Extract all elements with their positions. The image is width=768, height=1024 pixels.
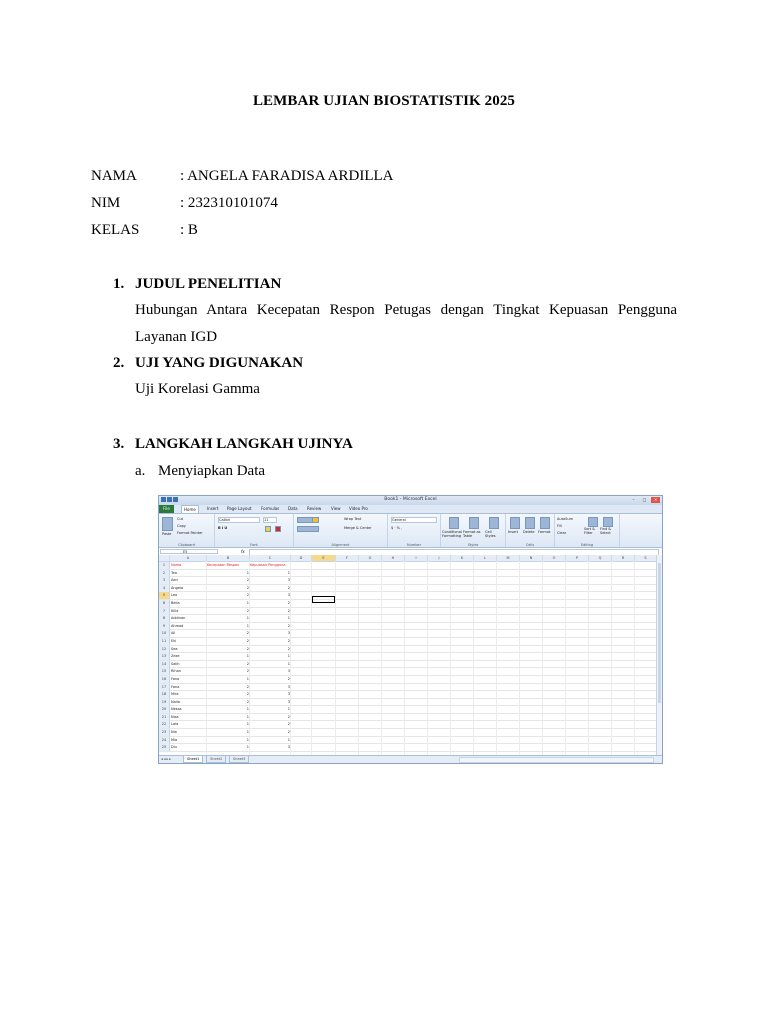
cell-nama: Lala — [171, 722, 179, 727]
table-row — [159, 699, 662, 707]
cell-kepuasan: 1 — [287, 707, 290, 712]
column-header-f: F — [336, 555, 359, 561]
row-number: 22 — [159, 721, 170, 728]
sheet-nav-icon: ◂◂▸▸ — [161, 757, 173, 761]
cell-nama: Nia — [171, 730, 177, 735]
cell-styles-label: Cell Styles — [485, 530, 496, 538]
column-header-i: I — [405, 555, 428, 561]
cell-kecepatan: 1 — [246, 570, 249, 575]
sheet-tab-1: Sheet1 — [183, 756, 203, 763]
group-label: Cells — [525, 543, 535, 547]
copy-label: Copy — [177, 524, 186, 528]
group-cells — [506, 514, 555, 547]
fx-icon: fx — [241, 549, 245, 554]
section-title: UJI YANG DIGUNAKAN — [135, 355, 304, 371]
row-number: 20 — [159, 706, 170, 713]
format-painter-label: Format Painter — [177, 531, 203, 535]
cell-nama: Tea — [171, 570, 177, 575]
horizontal-scrollbar — [459, 757, 654, 763]
font-size-box: 11 — [263, 517, 277, 523]
cell-kepuasan: 3 — [287, 631, 290, 636]
ribbon-tabs — [159, 505, 662, 514]
bold-icon: B I U — [218, 526, 228, 530]
column-header-n: N — [520, 555, 543, 561]
row-number: 12 — [159, 646, 170, 653]
group-alignment — [294, 514, 388, 547]
cell-nama: Rihan — [171, 669, 181, 674]
table-row — [159, 562, 662, 570]
merge-center-label: Merge & Center — [344, 526, 372, 530]
section-number: 3. — [113, 436, 125, 452]
section-2-heading — [113, 355, 303, 372]
cell-nama: Zeze — [171, 654, 180, 659]
format-label: Format — [538, 530, 551, 534]
tab-insert: Insert — [207, 506, 219, 511]
identity-row-nim — [91, 195, 278, 212]
delete-icon — [525, 517, 535, 529]
cell-kecepatan: 2 — [246, 646, 249, 651]
clear-label: Clear — [557, 531, 567, 535]
tab-review: Review — [307, 506, 322, 511]
sheet-tab-3: Sheet3 — [229, 756, 249, 763]
cell-kecepatan: 2 — [246, 661, 249, 666]
step-a — [135, 463, 265, 480]
section-title: JUDUL PENELITIAN — [135, 276, 282, 292]
group-label: Styles — [467, 543, 479, 547]
row-number: 25 — [159, 744, 170, 751]
column-header-s: S — [635, 555, 657, 561]
maximize-icon: □ — [642, 497, 647, 502]
row-number: 23 — [159, 729, 170, 736]
row-number: 18 — [159, 691, 170, 698]
step-number: a. — [135, 463, 146, 479]
cell-nama: Killa — [171, 608, 179, 613]
group-editing — [555, 514, 620, 547]
cell-kepuasan: 3 — [287, 699, 290, 704]
cell-kecepatan: 1 — [246, 707, 249, 712]
table-row — [159, 737, 662, 745]
excel-screenshot — [158, 495, 663, 764]
identity-row-kelas — [91, 222, 198, 239]
row-number: 2 — [159, 570, 170, 577]
cell-kecepatan: 2 — [246, 593, 249, 598]
column-header-g: G — [359, 555, 382, 561]
sheet-tab-2: Sheet2 — [206, 756, 226, 763]
paste-icon — [162, 517, 173, 531]
cell-kepuasan: 1 — [287, 737, 290, 742]
cell-kecepatan: 1 — [246, 722, 249, 727]
tab-file: File — [159, 505, 174, 513]
table-row — [159, 721, 662, 729]
cell-nama: Nisa — [171, 714, 179, 719]
cell-nama: Sea — [171, 646, 178, 651]
row-number: 15 — [159, 668, 170, 675]
column-header-m: M — [497, 555, 520, 561]
cell-kecepatan: 1 — [246, 714, 249, 719]
table-row — [159, 706, 662, 714]
delete-label: Delete — [523, 530, 535, 534]
header-cell-kecepatan: Kecepatan Respon — [207, 563, 240, 567]
sort-filter-label: Sort & Filter — [584, 527, 596, 535]
cell-kecepatan: 1 — [246, 676, 249, 681]
column-header-l: L — [474, 555, 497, 561]
minimize-icon: – — [632, 497, 635, 502]
table-row — [159, 729, 662, 737]
tab-video-pro: Video Pro — [349, 506, 368, 511]
cell-kepuasan: 3 — [287, 692, 290, 697]
font-name-box: Calibri — [218, 517, 260, 523]
tab-home: Home — [181, 505, 199, 513]
row-number: 6 — [159, 600, 170, 607]
align-middle-icon — [312, 517, 319, 523]
row-number: 16 — [159, 676, 170, 683]
identity-value: : 232310101074 — [180, 195, 278, 211]
number-format-box: General — [391, 517, 437, 523]
group-styles — [441, 514, 506, 547]
cell-kepuasan: 2 — [287, 600, 290, 605]
cell-kecepatan: 1 — [246, 600, 249, 605]
cell-kepuasan: 2 — [287, 608, 290, 613]
table-row — [159, 691, 662, 699]
cell-kepuasan: 2 — [287, 714, 290, 719]
column-header-c: C — [250, 555, 291, 561]
cell-kecepatan: 1 — [246, 730, 249, 735]
cell-kecepatan: 2 — [246, 699, 249, 704]
table-row — [159, 585, 662, 593]
section-number: 2. — [113, 355, 125, 371]
cell-nama: Diu — [171, 745, 177, 750]
cell-nama: Bella — [171, 600, 180, 605]
cell-kepuasan: 2 — [287, 585, 290, 590]
excel-title-bar — [159, 496, 662, 505]
cell-nama: Naila — [171, 699, 180, 704]
section-3-heading — [113, 436, 353, 453]
row-number: 17 — [159, 684, 170, 691]
wrap-text-label: Wrap Text — [344, 517, 362, 521]
cell-kecepatan: 2 — [246, 608, 249, 613]
find-select-icon — [603, 517, 613, 527]
active-cell — [312, 596, 335, 603]
group-clipboard — [159, 514, 215, 547]
select-all-corner — [159, 555, 170, 561]
cell-kecepatan: 2 — [246, 684, 249, 689]
conditional-formatting-label: Conditional Formatting — [442, 530, 462, 538]
identity-label: KELAS — [91, 222, 140, 238]
cell-kepuasan: 2 — [287, 623, 290, 628]
cell-nama: Mia — [171, 737, 178, 742]
row-number: 11 — [159, 638, 170, 645]
cell-kepuasan: 2 — [287, 730, 290, 735]
currency-icon: $ · % , — [391, 526, 403, 530]
column-header-k: K — [451, 555, 474, 561]
cell-kecepatan: 2 — [246, 585, 249, 590]
cell-kepuasan: 3 — [287, 578, 290, 583]
table-row — [159, 676, 662, 684]
section-2-body: Uji Korelasi Gamma — [135, 381, 260, 397]
cell-kepuasan: 3 — [287, 684, 290, 689]
row-number: 4 — [159, 585, 170, 592]
scrollbar-thumb — [658, 563, 661, 703]
fill-color-icon — [265, 526, 271, 532]
identity-value: : B — [180, 222, 198, 238]
format-table-label: Format as Table — [463, 530, 481, 538]
tab-view: View — [331, 506, 341, 511]
table-row — [159, 570, 662, 578]
data-rows — [159, 570, 662, 752]
header-cell-nama: Nama — [171, 563, 182, 567]
cell-kecepatan: 1 — [246, 616, 249, 621]
cell-kepuasan: 1 — [287, 654, 290, 659]
cell-kecepatan: 1 — [246, 745, 249, 750]
cell-nama: Fano — [171, 676, 180, 681]
cell-styles-icon — [489, 517, 499, 529]
cut-label: Cut — [177, 517, 184, 521]
cell-nama: Salih — [171, 661, 180, 666]
window-title: Book1 - Microsoft Excel — [384, 497, 437, 502]
format-table-icon — [469, 517, 479, 529]
cell-kecepatan: 2 — [246, 669, 249, 674]
row-number: 14 — [159, 661, 170, 668]
column-header-r: R — [612, 555, 635, 561]
row-number: 19 — [159, 699, 170, 706]
cell-nama: Fona — [171, 684, 180, 689]
table-row — [159, 608, 662, 616]
column-header-e: E — [312, 555, 336, 561]
column-header-a: A — [170, 555, 207, 561]
table-row — [159, 630, 662, 638]
group-label: Editing — [580, 543, 594, 547]
table-row — [159, 653, 662, 661]
identity-label: NAMA — [91, 168, 137, 184]
row-number: 8 — [159, 615, 170, 622]
cell-kepuasan: 2 — [287, 676, 290, 681]
fill-label: Fill — [557, 524, 562, 528]
autosum-label: AutoSum — [557, 517, 573, 521]
group-number — [388, 514, 441, 547]
section-1-heading — [113, 276, 281, 293]
row-number: 1 — [159, 562, 170, 569]
cell-kepuasan: 2 — [287, 722, 290, 727]
cell-kecepatan: 2 — [246, 578, 249, 583]
cell-nama: Mira — [171, 692, 179, 697]
vertical-scrollbar — [656, 555, 662, 755]
tab-formulas: Formulas — [261, 506, 280, 511]
table-row — [159, 684, 662, 692]
row-number: 9 — [159, 623, 170, 630]
paste-label: Paste — [162, 532, 172, 536]
row-number: 5 — [159, 592, 170, 599]
cell-kepuasan: 3 — [287, 745, 290, 750]
row-number: 13 — [159, 653, 170, 660]
step-label: Menyiapkan Data — [158, 463, 266, 479]
cell-nama: Addinan — [171, 616, 186, 621]
insert-icon — [510, 517, 520, 529]
cell-kecepatan: 1 — [246, 623, 249, 628]
identity-label: NIM — [91, 195, 121, 211]
column-headers — [159, 555, 662, 562]
column-header-b: B — [207, 555, 250, 561]
tab-page-layout: Page Layout — [227, 506, 252, 511]
window-controls — [627, 497, 660, 503]
format-icon — [540, 517, 550, 529]
row-number: 7 — [159, 608, 170, 615]
cell-kepuasan: 1 — [287, 570, 290, 575]
table-row — [159, 615, 662, 623]
row-number: 24 — [159, 737, 170, 744]
section-1-body: Hubungan Antara Kecepatan Respon Petugas dengan Tingkat Kepuasan Pengguna Layanan IGD — [135, 302, 677, 345]
group-font — [215, 514, 294, 547]
font-color-icon — [275, 526, 281, 532]
column-header-o: O — [543, 555, 566, 561]
cell-nama: Lea — [171, 593, 178, 598]
sheet-grid — [159, 555, 662, 752]
table-row — [159, 744, 662, 752]
cell-nama: Ali — [171, 631, 176, 636]
section-number: 1. — [113, 276, 125, 292]
row-number: 10 — [159, 630, 170, 637]
sheet-tabs-bar — [159, 755, 662, 763]
cell-nama: Angela — [171, 585, 184, 590]
cell-kepuasan: 1 — [287, 616, 290, 621]
cell-kecepatan: 2 — [246, 638, 249, 643]
cell-nama: Nessa — [171, 707, 182, 712]
row-number: 21 — [159, 714, 170, 721]
identity-row-nama — [91, 168, 394, 185]
table-row — [159, 646, 662, 654]
table-row — [159, 661, 662, 669]
table-row — [159, 623, 662, 631]
table-row — [159, 577, 662, 585]
tab-data: Data — [288, 506, 298, 511]
section-title: LANGKAH LANGKAH UJINYA — [135, 436, 353, 452]
column-header-h: H — [382, 555, 405, 561]
column-header-p: P — [566, 555, 589, 561]
row-number: 3 — [159, 577, 170, 584]
column-header-j: J — [428, 555, 451, 561]
find-select-label: Find & Select — [600, 527, 612, 535]
cell-kepuasan: 1 — [287, 661, 290, 666]
table-row — [159, 668, 662, 676]
group-label: Font — [250, 543, 258, 547]
ribbon — [159, 514, 662, 548]
cell-kepuasan: 3 — [287, 669, 290, 674]
cell-kecepatan: 1 — [246, 737, 249, 742]
cell-nama: Eki — [171, 638, 177, 643]
document-title: LEMBAR UJIAN BIOSTATISTIK 2025 — [252, 93, 516, 109]
column-header-q: Q — [589, 555, 612, 561]
table-row — [159, 600, 662, 608]
group-label: Clipboard — [178, 543, 195, 547]
cell-nama: Ahmad — [171, 623, 184, 628]
table-row — [159, 638, 662, 646]
name-box: E5 — [160, 549, 218, 554]
header-cell-kepuasan: Kepuasan Pengguna — [250, 563, 286, 567]
insert-label: Insert — [508, 530, 519, 534]
cell-kecepatan: 2 — [246, 692, 249, 697]
cell-kepuasan: 3 — [287, 593, 290, 598]
close-icon: ✕ — [651, 497, 660, 503]
cell-nama: Aeri — [171, 578, 178, 583]
cell-kepuasan: 2 — [287, 638, 290, 643]
table-row — [159, 592, 662, 600]
table-row — [159, 714, 662, 722]
column-header-d: D — [291, 555, 312, 561]
cell-kecepatan: 2 — [246, 631, 249, 636]
identity-value: : ANGELA FARADISA ARDILLA — [180, 168, 394, 184]
group-label: Number — [406, 543, 422, 547]
sort-filter-icon — [588, 517, 598, 527]
group-label: Alignment — [331, 543, 350, 547]
cell-kepuasan: 2 — [287, 646, 290, 651]
align-top-icon — [297, 517, 313, 523]
cell-kecepatan: 1 — [246, 654, 249, 659]
align-left-icon — [297, 526, 319, 532]
conditional-formatting-icon — [449, 517, 459, 529]
